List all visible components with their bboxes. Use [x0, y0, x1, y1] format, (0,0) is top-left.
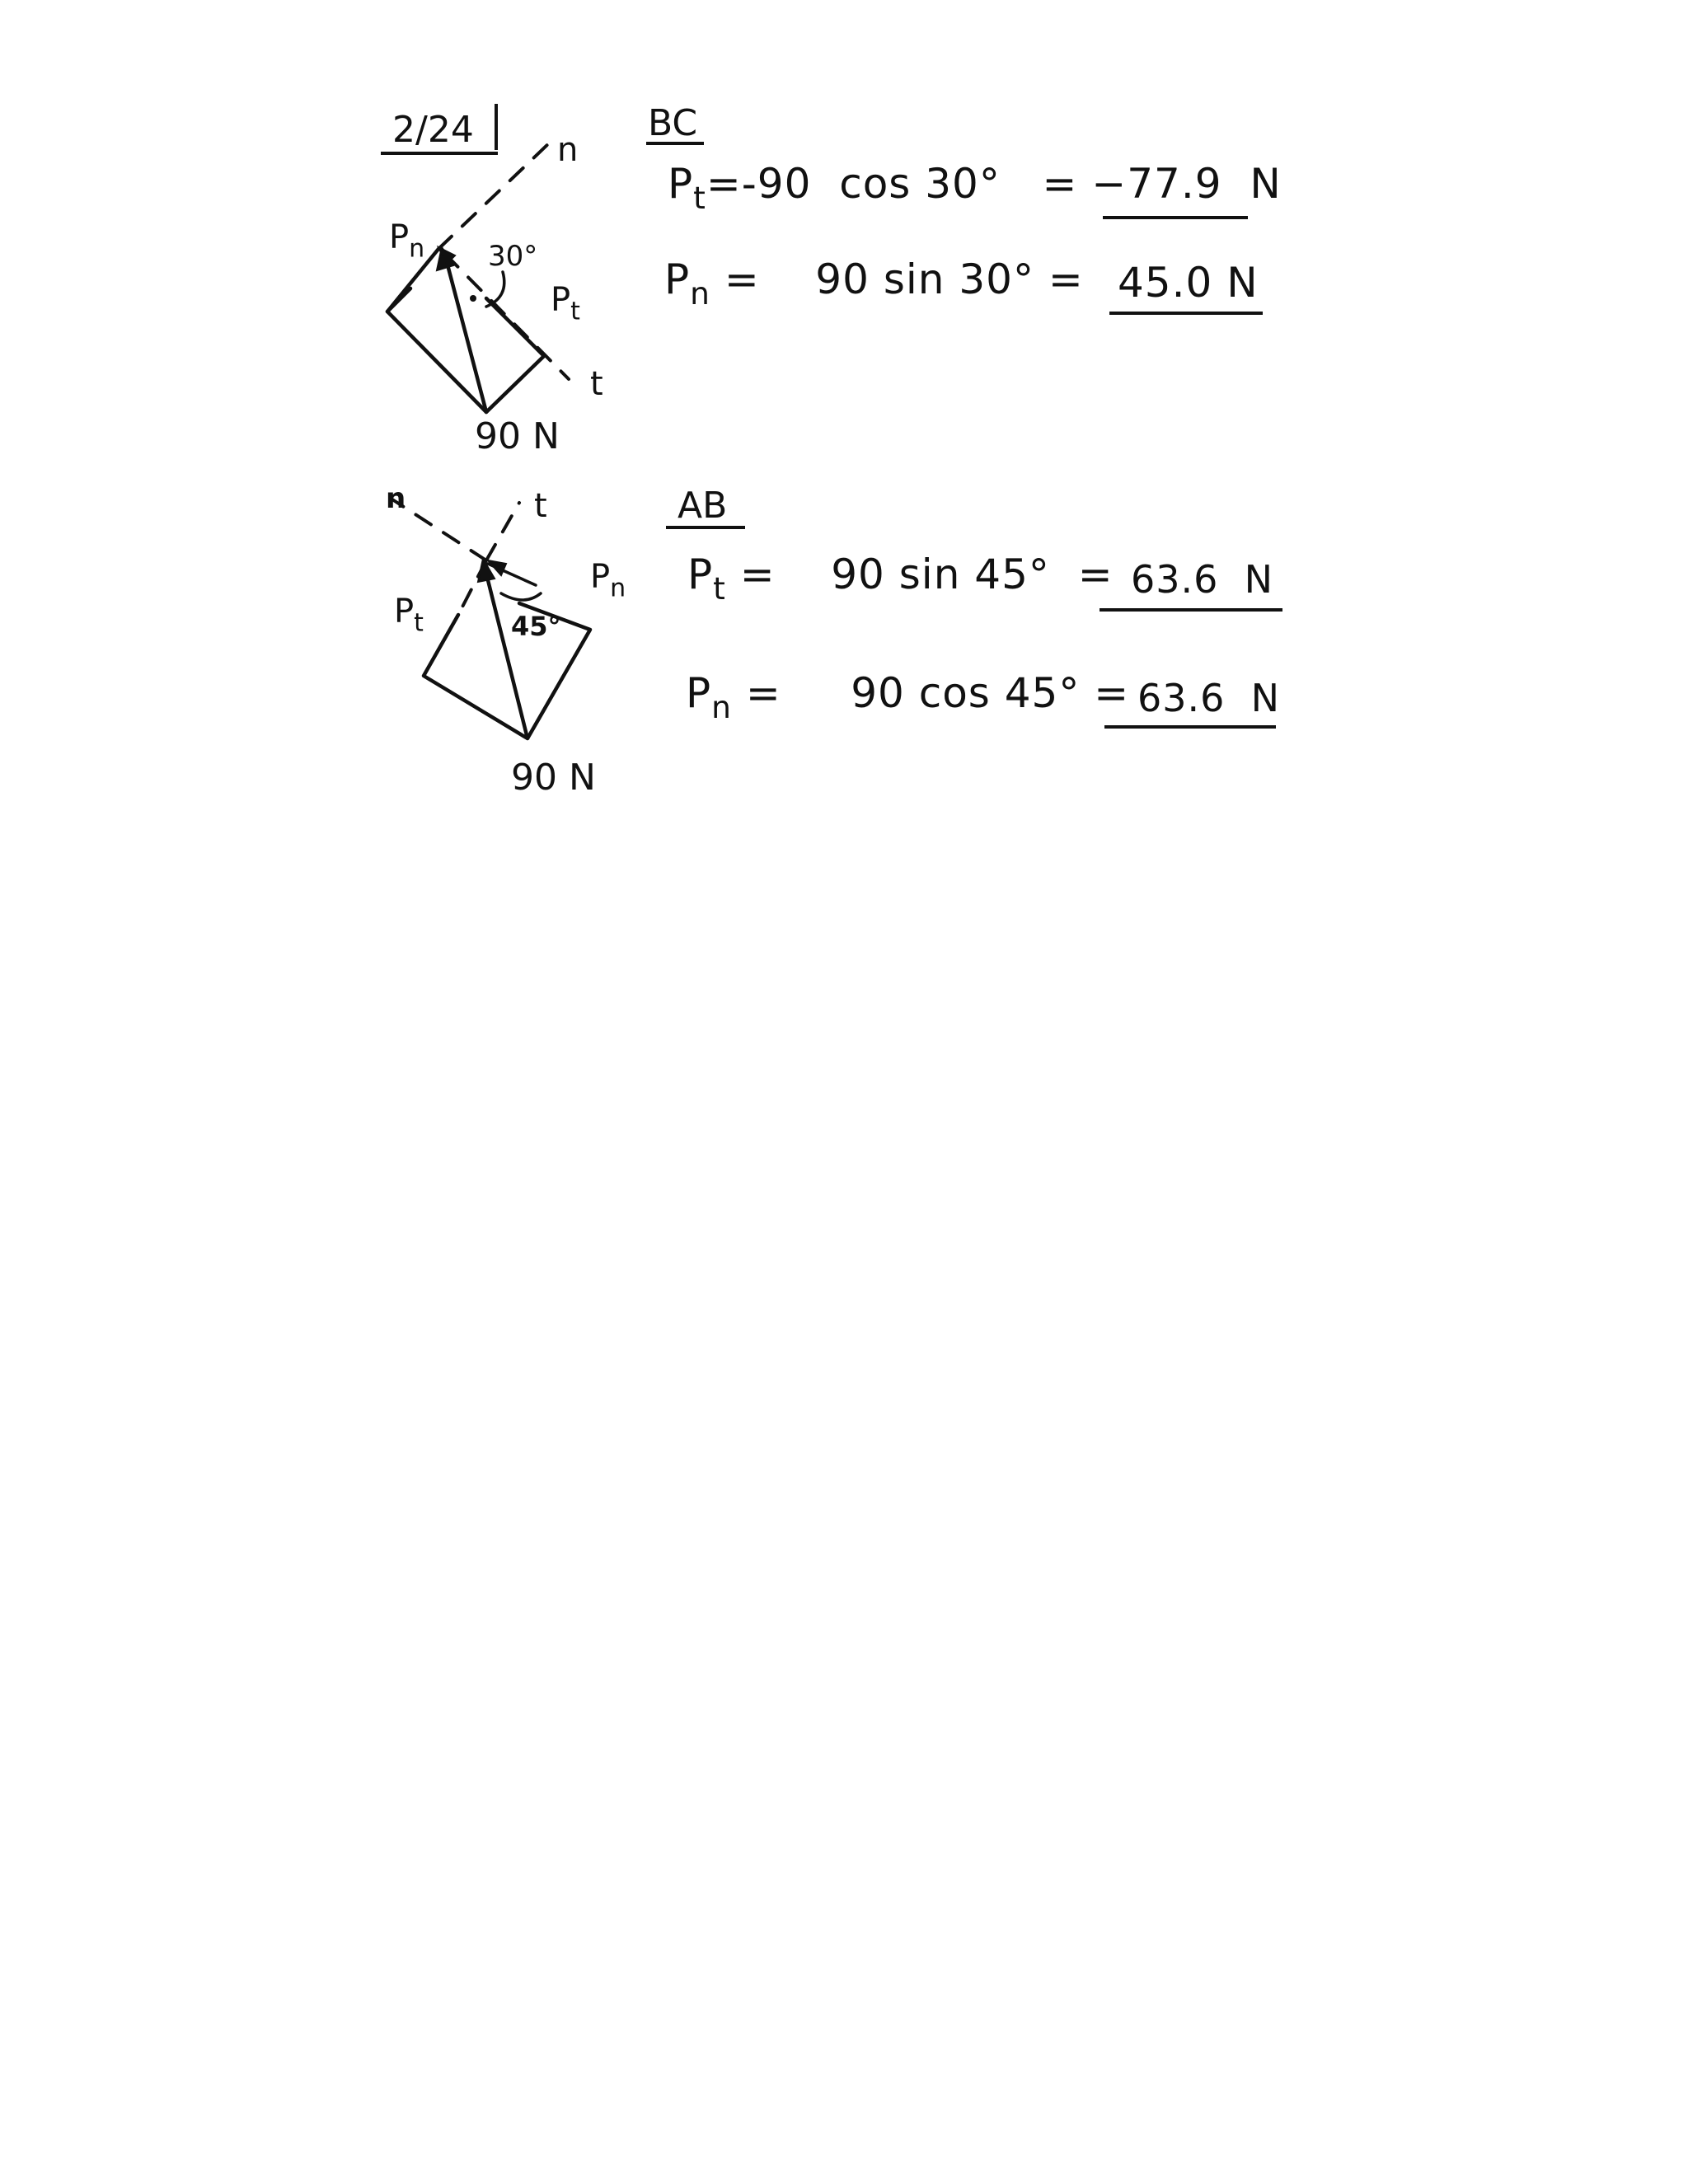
bc-axis-n-label: n — [557, 131, 579, 169]
bc-pn-label: $P_n$ — [389, 218, 425, 264]
bc-force-label: 90 N — [475, 415, 560, 457]
ab-axis-t-label: t — [534, 487, 547, 525]
problem-number: 2/24 — [392, 109, 474, 151]
ab-pn-result: 63.6 N — [1137, 676, 1281, 720]
bc-pn-result-underline — [1109, 312, 1263, 315]
bc-pt-result-underline — [1103, 216, 1248, 219]
bc-axis-t-label: t — [590, 365, 603, 403]
bc-pn-result: 45.0 N — [1118, 259, 1259, 307]
bc-angle-label: 30° — [488, 240, 538, 273]
bc-heading: BC — [648, 102, 698, 144]
ab-heading-underline — [666, 526, 745, 529]
bc-pt-result: −77.9 N — [1091, 160, 1282, 208]
ab-pt-label: $P_t$ — [394, 593, 424, 638]
ab-force-label: 90 N — [511, 757, 596, 799]
bc-pt-label: $P_t$ — [551, 281, 580, 326]
ab-pt-result: 63.6 N — [1131, 557, 1274, 602]
ab-eq-pt: $P_t$ = 90 sin 45° = — [687, 551, 1114, 607]
bc-vector-diagram — [363, 124, 643, 457]
ab-eq-pn: $P_n$ = 90 cos 45° = — [686, 669, 1130, 726]
ab-angle-label: 45° — [511, 611, 561, 642]
ab-pt-result-underline — [1100, 608, 1282, 612]
ab-pn-result-underline — [1104, 725, 1276, 729]
bc-eq-pt: $P_t=-90$ cos 30° = −77.9 N — [668, 160, 1282, 217]
bc-heading-underline — [646, 142, 704, 145]
bc-eq-pn: $P_n$ = 90 sin 30° = — [664, 255, 1084, 312]
ab-heading: AB — [678, 485, 728, 527]
ab-pn-label: $P_n$ — [590, 558, 626, 603]
ab-axis-n-label: n — [386, 482, 406, 515]
